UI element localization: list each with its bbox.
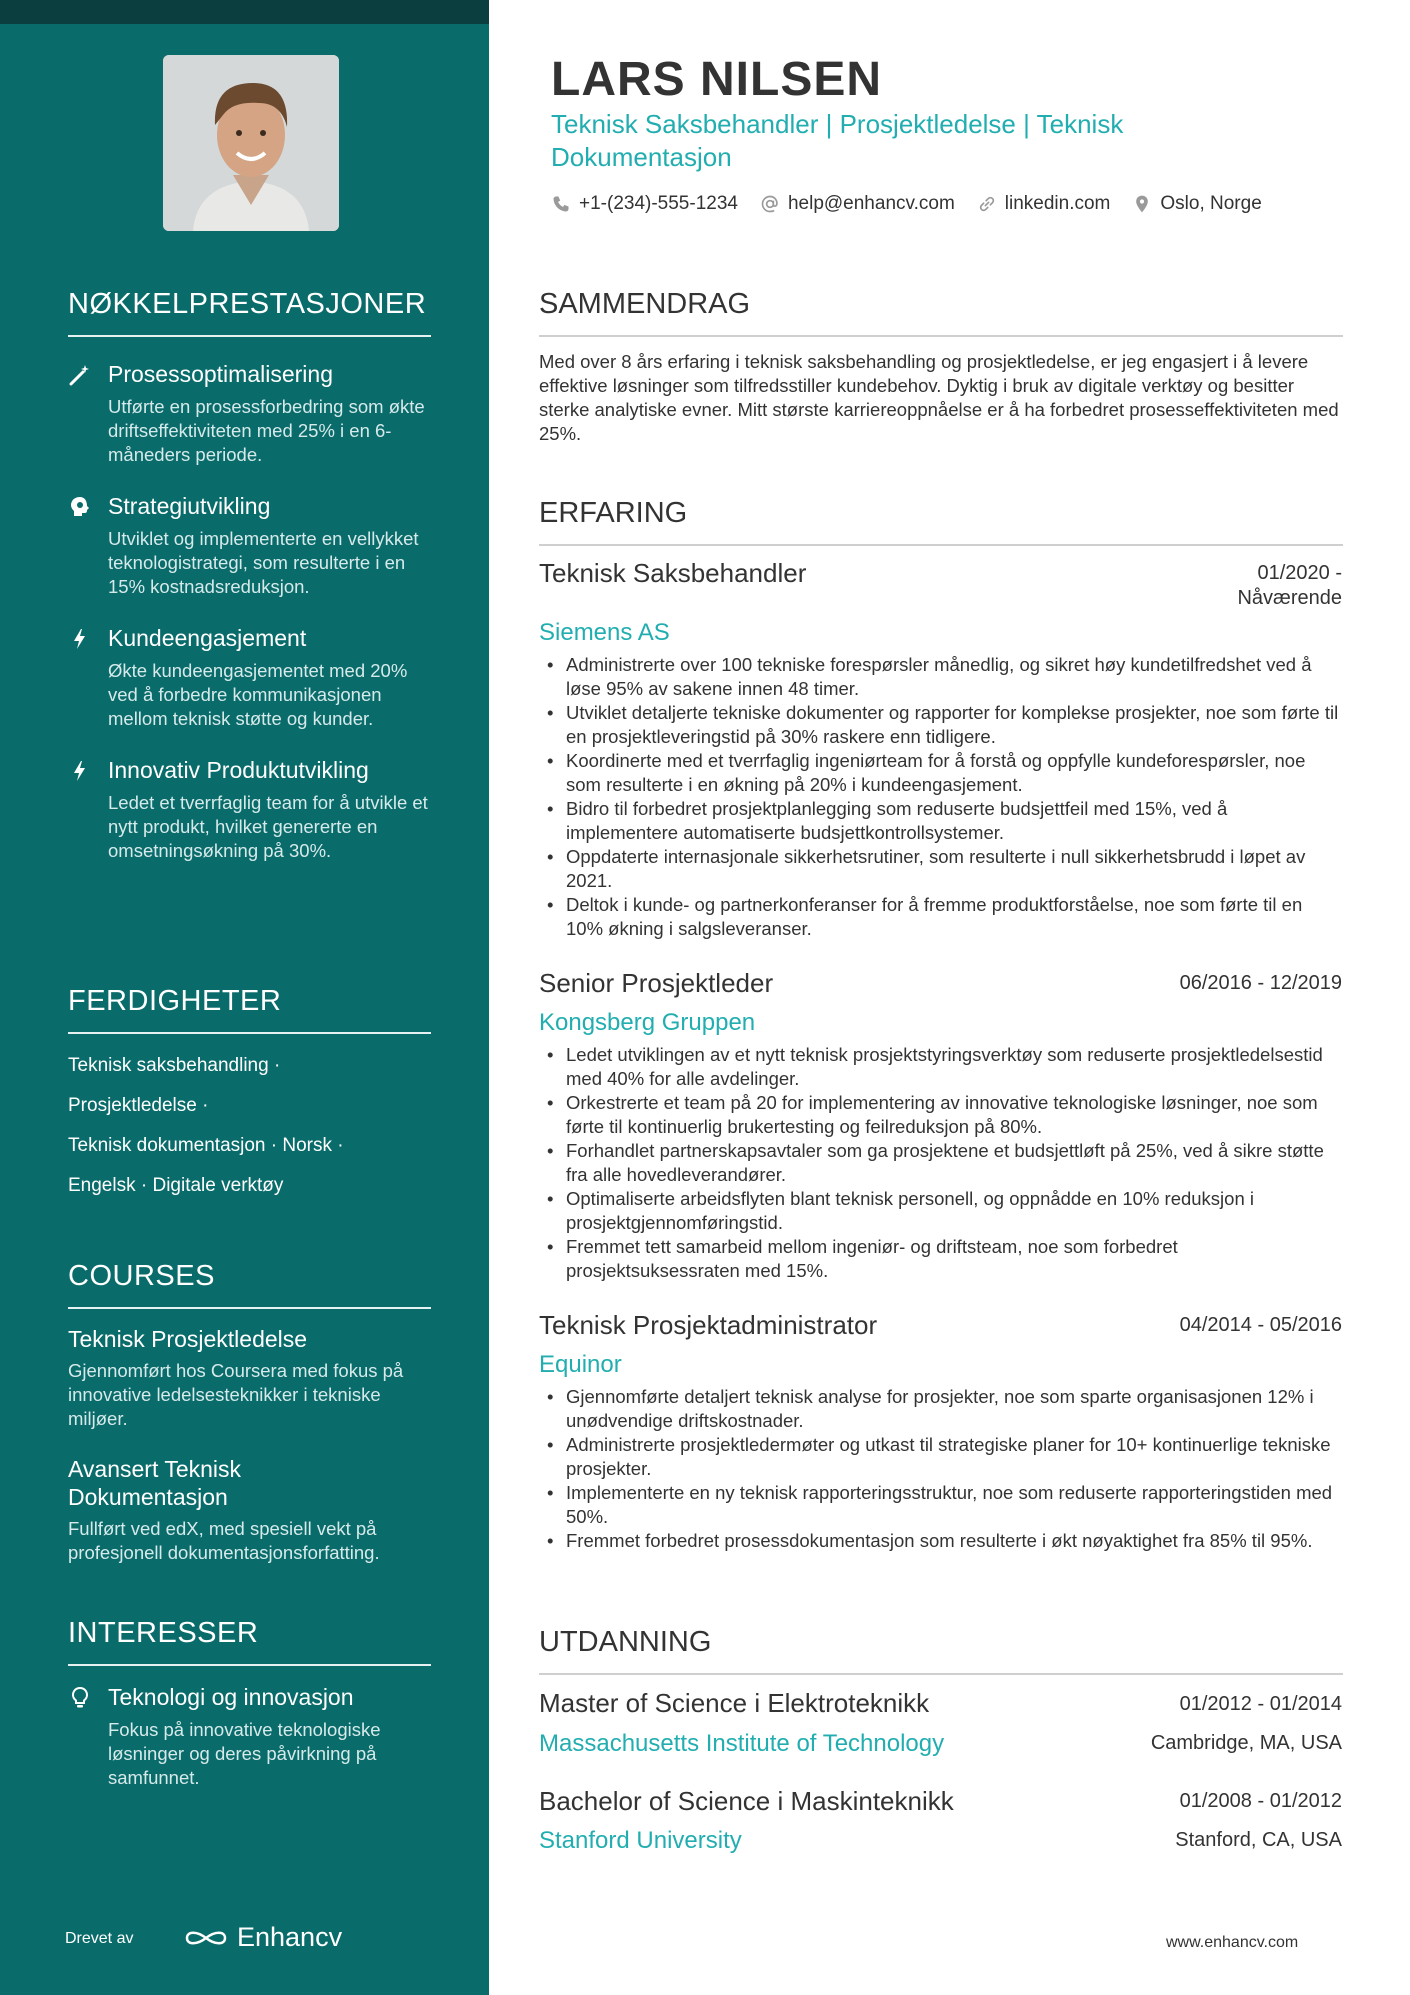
job-title: Teknisk Prosjektadministrator: [539, 1310, 878, 1340]
interests-section: [68, 1617, 431, 1790]
bullet-item: • Forhandlet partnerskapsavtaler som ga prosjektene et budsjettløft på 25%, ved å sikre støtte fra alle hovedleverandører.: [539, 1139, 1343, 1187]
skills-line: Engelsk · Digitale verktøy: [68, 1175, 284, 1196]
achievement-item: [68, 623, 431, 731]
email-text: help@enhancv.com: [787, 193, 955, 214]
school-name: Massachusetts Institute of Technology: [539, 1730, 945, 1757]
courses-title: COURSES: [68, 1260, 431, 1309]
bullet-item: • Ledet utviklingen av et nytt teknisk prosjektstyringsverktøy som reduserte prosjektledelsestid med 40% for alle avdelinger.: [539, 1043, 1343, 1091]
company-name: Kongsberg Gruppen: [539, 1009, 756, 1036]
summary-title: SAMMENDRAG: [539, 288, 1343, 337]
skills-line: Teknisk dokumentasjon · Norsk ·: [68, 1135, 344, 1156]
linkedin-text: linkedin.com: [1004, 193, 1111, 214]
bullet-item: • Koordinerte med et tverrfaglig ingeniørteam for å forstå og oppfylle kundeforespørsler, noe som resulterte i en økning på 20% i kundeengasjement.: [539, 749, 1343, 797]
skills-line: Teknisk saksbehandling ·: [68, 1055, 281, 1076]
contact-email[interactable]: [760, 193, 955, 215]
location-text: Oslo, Norge: [1160, 193, 1262, 214]
interest-item: [68, 1682, 431, 1790]
job-bullets: [539, 1385, 1343, 1553]
bullet-item: • Administrerte over 100 tekniske forespørsler månedlig, og sikret høy kundetilfredshet ved å løse 95% av sakene innen 48 timer.: [539, 653, 1343, 701]
achievement-title: Innovativ Produktutvikling: [108, 757, 369, 783]
candidate-name: LARS NILSEN: [551, 53, 883, 106]
contact-bar: [551, 193, 1262, 215]
bullet-item: • Utviklet detaljerte tekniske dokumenter og rapporter for komplekse prosjekter, noe som førte til en prosjektleveringstid på 30% raskere enn tidligere.: [539, 701, 1343, 749]
job-date: [1237, 561, 1342, 611]
phone-icon: [551, 194, 571, 214]
phone-text: +1-(234)-555-1234: [579, 193, 738, 214]
degree-date: 01/2008 - 01/2012: [1179, 1790, 1342, 1812]
bullet-item: • Fremmet tett samarbeid mellom ingeniør- og driftsteam, noe som forbedret prosjektsuksessraten med 15%.: [539, 1235, 1343, 1283]
bullet-item: • Administrerte prosjektledermøter og utkast til strategiske planer for 10+ kontinuerlige tekniske prosjekter.: [539, 1433, 1343, 1481]
infinity-logo-icon: [183, 1926, 229, 1950]
bullet-item: • Oppdaterte internasjonale sikkerhetsrutiner, som resulterte i null sikkerhetsbrudd i løpet av 2021.: [539, 845, 1343, 893]
achievement-item: [68, 491, 431, 599]
job-date-start: 01/2020 -: [1257, 562, 1342, 584]
job-title: Teknisk Saksbehandler: [539, 558, 807, 588]
course-title: Teknisk Prosjektledelse: [68, 1326, 308, 1352]
bullet-item: • Bidro til forbedret prosjektplanlegging som reduserte budsjettfeil med 15%, ved å implementere automatiserte budsjettkontrollsystemer.: [539, 797, 1343, 845]
link-icon: [977, 194, 997, 214]
school-name: Stanford University: [539, 1827, 742, 1854]
bullet-item: • Orkestrerte et team på 20 for implementering av innovative teknologiske løsninger, noe som førte til kontinuerlig brukertesting og feilreduksjon på 80%.: [539, 1091, 1343, 1139]
magic-wand-icon: [68, 363, 92, 387]
footer-url[interactable]: www.enhancv.com: [1166, 1934, 1299, 1951]
achievements-title: NØKKELPRESTASJONER: [68, 288, 431, 337]
contact-linkedin[interactable]: [977, 193, 1111, 215]
bullet-item: • Implementerte en ny teknisk rapporteringsstruktur, noe som reduserte rapporteringstiden med 50%.: [539, 1481, 1343, 1529]
enhancv-logo[interactable]: [183, 1922, 342, 1953]
bullet-item: • Deltok i kunde- og partnerkonferanser for å fremme produktforståelse, noe som førte til en 10% økning i salgsleveranser.: [539, 893, 1343, 941]
course-title: Avansert Teknisk Dokumentasjon: [68, 1456, 242, 1510]
contact-phone[interactable]: [551, 193, 738, 215]
achievement-desc: Økte kundeengasjementet med 20% ved å forbedre kommunikasjonen mellom teknisk støtte og kunder.: [108, 660, 408, 729]
powered-by-label: Drevet av: [65, 1930, 134, 1947]
profile-photo: [163, 55, 339, 231]
experience-title: ERFARING: [539, 497, 1343, 546]
achievement-desc: Utviklet og implementerte en vellykket teknologistrategi, som resulterte i en 15% kostnadsreduksjon.: [108, 528, 419, 597]
at-sign-icon: [760, 194, 780, 214]
achievement-title: Kundeengasjement: [108, 625, 307, 651]
bullet-item: • Fremmet forbedret prosessdokumentasjon som resulterte i økt nøyaktighet fra 85% til 95%.: [539, 1529, 1343, 1553]
job-date-end: Nåværende: [1237, 587, 1342, 609]
achievement-desc: Ledet et tverrfaglig team for å utvikle et nytt produkt, hvilket genererte en omsetningsøkning på 30%.: [108, 792, 428, 861]
course-item: [68, 1325, 431, 1431]
brand-name: Enhancv: [237, 1922, 343, 1952]
school-location: Cambridge, MA, USA: [1150, 1732, 1342, 1754]
job-date: 04/2014 - 05/2016: [1179, 1314, 1342, 1336]
course-desc: Gjennomført hos Coursera med fokus på innovative ledelsesteknikker i tekniske miljøer.: [68, 1360, 404, 1429]
job-date: 06/2016 - 12/2019: [1179, 972, 1342, 994]
achievement-desc: Utførte en prosessforbedring som økte driftseffektiviteten med 25% i en 6-måneders periode.: [108, 396, 425, 465]
interests-title: INTERESSER: [68, 1617, 431, 1666]
head-gear-icon: [68, 495, 92, 519]
skills-section: [68, 985, 431, 1198]
sidebar: [0, 0, 489, 1995]
course-item: [68, 1455, 431, 1565]
lightning-icon: [68, 627, 92, 651]
job-bullets: [539, 653, 1343, 941]
sidebar-top-bar: [0, 0, 489, 24]
summary-text: Med over 8 års erfaring i teknisk saksbehandling og prosjektledelse, er jeg engasjert i å levere effektive løsninger som tilfredsstiller kundebehov. Dyktig i bruk av digitale verktøy og besitter sterke analytiske evner. Mitt største karriereoppnåelse er å ha forbedret prosesseffektiviteten med 25%.: [539, 351, 1339, 444]
education-title: UTDANNING: [539, 1626, 1343, 1675]
skills-line: Prosjektledelse ·: [68, 1095, 209, 1116]
company-name: Siemens AS: [539, 619, 670, 646]
lightning-icon: [68, 759, 92, 783]
achievements-section: [68, 288, 431, 863]
skills-title: FERDIGHETER: [68, 985, 431, 1034]
candidate-headline: Teknisk Saksbehandler | Prosjektledelse | Teknisk Dokumentasjon: [551, 109, 1124, 172]
job-title: Senior Prosjektleder: [539, 968, 774, 998]
job-bullets: [539, 1043, 1343, 1283]
interest-title: Teknologi og innovasjon: [108, 1684, 354, 1710]
degree-date: 01/2012 - 01/2014: [1179, 1693, 1342, 1715]
degree-title: Bachelor of Science i Maskinteknikk: [539, 1786, 954, 1816]
school-location: Stanford, CA, USA: [1175, 1829, 1342, 1851]
achievement-title: Prosessoptimalisering: [108, 361, 333, 387]
company-name: Equinor: [539, 1351, 622, 1378]
interest-desc: Fokus på innovative teknologiske løsninger og deres påvirkning på samfunnet.: [108, 1719, 381, 1788]
bullet-item: • Gjennomførte detaljert teknisk analyse for prosjekter, noe som sparte organisasjonen 12% i unødvendige driftskostnader.: [539, 1385, 1343, 1433]
contact-location: [1132, 193, 1261, 215]
location-pin-icon: [1132, 194, 1152, 214]
bullet-item: • Optimaliserte arbeidsflyten blant teknisk personell, og oppnådde en 10% reduksjon i prosjektgjennomføringstid.: [539, 1187, 1343, 1235]
achievement-item: [68, 359, 431, 467]
lightbulb-icon: [68, 1686, 92, 1710]
achievement-item: [68, 755, 431, 863]
degree-title: Master of Science i Elektroteknikk: [539, 1688, 930, 1718]
courses-section: [68, 1260, 431, 1565]
course-desc: Fullført ved edX, med spesiell vekt på profesjonell dokumentasjonsforfatting.: [68, 1518, 380, 1563]
achievement-title: Strategiutvikling: [108, 493, 271, 519]
